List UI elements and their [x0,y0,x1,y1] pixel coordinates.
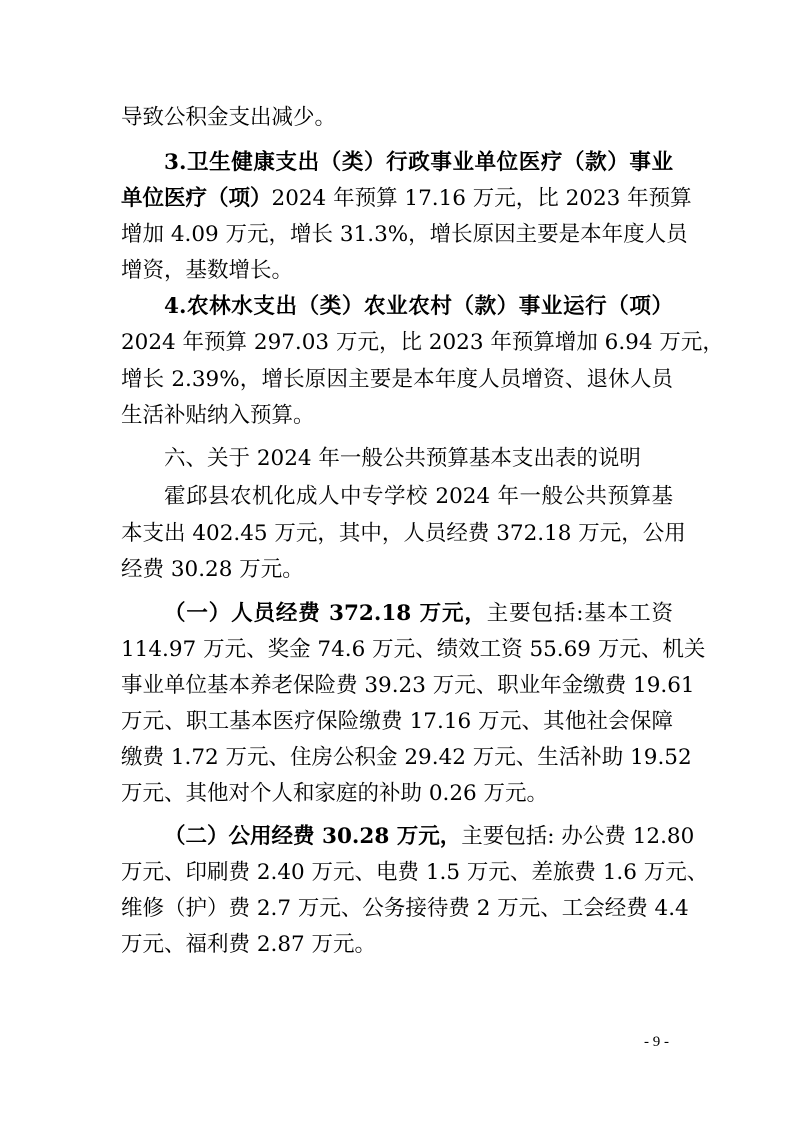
paragraph-line: （二）公用经费 30.28 万元，主要包括: 办公费 12.80 [164,824,695,849]
paragraph-line: （一）人员经费 372.18 万元，主要包括:基本工资 [164,601,673,626]
paragraph-line: 万元、职工基本医疗保险缴费 17.16 万元、其他社会保障 [121,709,673,734]
paragraph-line: 事业单位基本养老保险费 39.23 万元、职业年金缴费 19.61 [121,673,695,698]
paragraph-line: 霍邱县农机化成人中专学校 2024 年一般公共预算基 [164,484,673,509]
paragraph-line: 经费 30.28 万元。 [121,557,304,582]
paragraph-line: 114.97 万元、奖金 74.6 万元、绩效工资 55.69 万元、机关 [121,637,706,662]
paragraph-line: 单位医疗（项）2024 年预算 17.16 万元，比 2023 年预算 [121,186,692,211]
paragraph-line: 导致公积金支出减少。 [121,105,337,130]
paragraph-line: 4.农林水支出（类）农业农村（款）事业运行（项） [164,294,673,319]
paragraph-line: 3.卫生健康支出（类）行政事业单位医疗（款）事业 [164,150,673,175]
paragraph-line: 增加 4.09 万元，增长 31.3%，增长原因主要是本年度人员 [121,222,688,247]
paragraph-line: 本支出 402.45 万元，其中，人员经费 372.18 万元，公用 [121,521,686,546]
paragraph-line: 缴费 1.72 万元、住房公积金 29.42 万元、生活补助 19.52 [121,745,692,770]
page-number: - 9 - [644,1034,669,1050]
paragraph-line: 万元、其他对个人和家庭的补助 0.26 万元。 [121,781,549,806]
paragraph-line: 万元、印刷费 2.40 万元、电费 1.5 万元、差旅费 1.6 万元、 [121,860,709,885]
paragraph-line: 生活补贴纳入预算。 [121,403,315,428]
paragraph-line: 增长 2.39%，增长原因主要是本年度人员增资、退休人员 [121,367,673,392]
section-heading: 六、关于 2024 年一般公共预算基本支出表的说明 [164,446,641,471]
paragraph-line: 万元、福利费 2.87 万元。 [121,932,377,957]
paragraph-line: 2024 年预算 297.03 万元，比 2023 年预算增加 6.94 万元， [121,330,724,355]
paragraph-line: 维修（护）费 2.7 万元、公务接待费 2 万元、工会经费 4.4 [121,896,689,921]
paragraph-line: 增资，基数增长。 [121,258,294,283]
